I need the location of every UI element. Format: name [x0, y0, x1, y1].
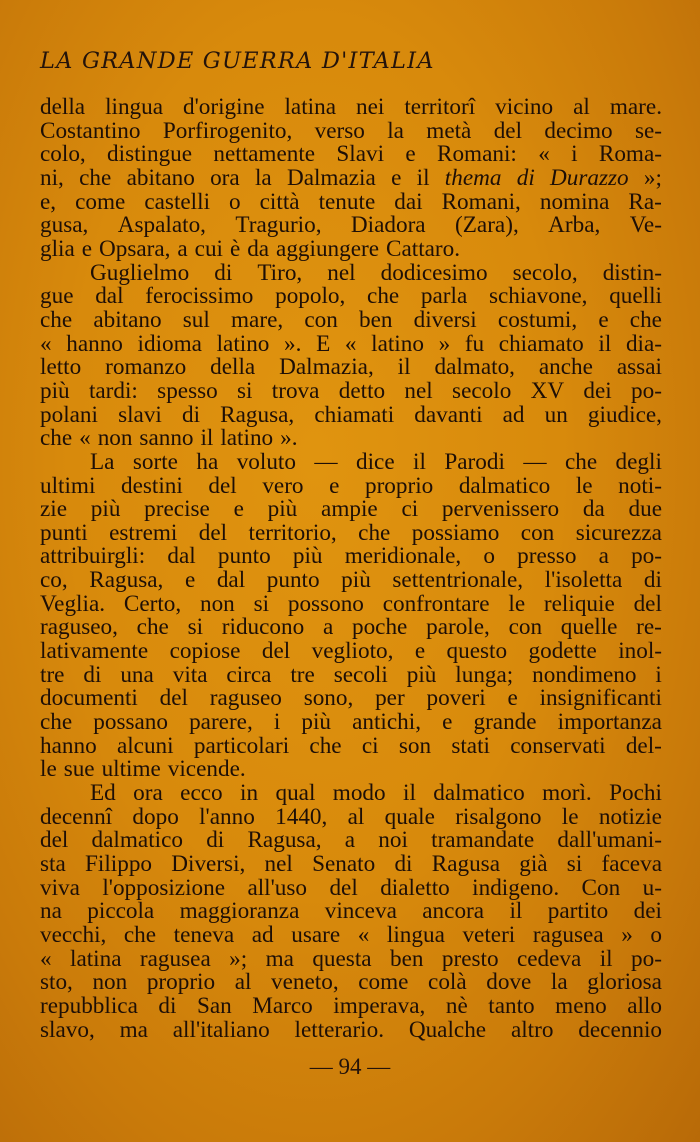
text-line: glia e Opsara, a cui è da aggiungere Cattaro. — [40, 235, 461, 262]
italic-term: thema — [444, 164, 502, 191]
italic-term: Durazzo — [550, 164, 629, 191]
text-line: attribuirgli: dal punto più meridionale, o presso a po- — [40, 543, 662, 570]
text-line: tre di una vita circa tre secoli più lunga; nondimeno i — [40, 661, 662, 688]
text-line: polani slavi di Ragusa, chiamati davanti ad un giudice, — [40, 401, 662, 428]
running-head: LA GRANDE GUERRA D'ITALIA — [40, 48, 435, 74]
text-line: che possano parere, i più antichi, e grande importanza — [40, 709, 662, 736]
italic-term: di — [516, 164, 535, 191]
text-line: sta Filippo Diversi, nel Senato di Ragusa già si faceva — [40, 851, 662, 877]
text-line: « latina ragusea »; ma questa ben presto cedeva il po- — [40, 945, 662, 972]
text-line: letto romanzo della Dalmazia, il dalmato, anche assai — [40, 354, 662, 381]
text-line: della lingua d'origine latina nei territorî vicino al mare. — [40, 94, 662, 120]
text-line: zie più precise e più ampie ci pervenissero da due — [40, 496, 662, 523]
text-line: sto, non proprio al veneto, come colà dove la gloriosa — [40, 969, 662, 996]
text-line: hanno alcuni particolari che ci son stati conservati del- — [40, 732, 662, 759]
text-line: e, come castelli o città tenute dai Romani, nomina Ra- — [40, 188, 662, 215]
text-line: che abitano sul mare, con ben diversi costumi, e che — [40, 306, 662, 333]
text-line: che « non sanno il latino ». — [40, 425, 298, 452]
text-line: gusa, Aspalato, Tragurio, Diadora (Zara), Arba, Ve- — [40, 212, 662, 239]
page-number: — 94 — — [309, 1054, 391, 1079]
text-line: Guglielmo di Tiro, nel dodicesimo secolo, distin- — [90, 259, 662, 286]
text-line: slavo, ma all'italiano letterario. Qualche altro decennio — [40, 1016, 662, 1043]
text-line: na piccola maggioranza vinceva ancora il partito dei — [40, 898, 662, 925]
text-line: documenti del raguseo sono, per poveri e insignificanti — [40, 685, 662, 712]
text-line: del dalmatico di Ragusa, a noi tramandate dall'umani- — [40, 827, 662, 854]
text-line: ultimi destini del vero e proprio dalmatico le noti- — [40, 472, 662, 499]
text-line: decennî dopo l'anno 1440, al quale risalgono le notizie — [40, 803, 662, 830]
text-line: « hanno idioma latino ». E « latino » fu chiamato il dia- — [40, 330, 662, 357]
text-line: Ed ora ecco in qual modo il dalmatico morì. Pochi — [90, 780, 662, 807]
text-line: colo, distingue nettamente Slavi e Romani: « i Roma- — [40, 141, 662, 168]
text-line: La sorte ha voluto — dice il Parodi — che degli — [90, 448, 662, 475]
text-line: Costantino Porfirogenito, verso la metà del decimo se- — [40, 117, 662, 144]
text-line: le sue ultime vicende. — [40, 756, 246, 783]
text-line: Veglia. Certo, non si possono confrontare le reliquie del — [40, 590, 662, 617]
text-line: gue dal ferocissimo popolo, che parla schiavone, quelli — [40, 283, 662, 310]
text-line: più tardi: spesso si trova detto nel secolo XV dei po- — [40, 377, 662, 404]
text-line: vecchi, che teneva ad usare « lingua veteri ragusea » o — [40, 921, 662, 948]
body-text — [40, 96, 662, 1042]
text-line: raguseo, che si riducono a poche parole, con quelle re- — [40, 614, 662, 641]
text-line: lativamente copiose del veglioto, e questo godette inol- — [40, 638, 662, 665]
text-line: viva l'opposizione all'uso del dialetto indigeno. Con u- — [40, 874, 662, 901]
text-line: co, Ragusa, e dal punto più settentrionale, l'isoletta di — [40, 567, 662, 594]
text-line: punti estremi del territorio, che possiamo con sicurezza — [40, 519, 662, 546]
text-line: repubblica di San Marco imperava, nè tanto meno allo — [40, 992, 662, 1019]
text-line: ni, che abitano ora la Dalmazia e il thema di Durazzo »; — [40, 164, 662, 191]
